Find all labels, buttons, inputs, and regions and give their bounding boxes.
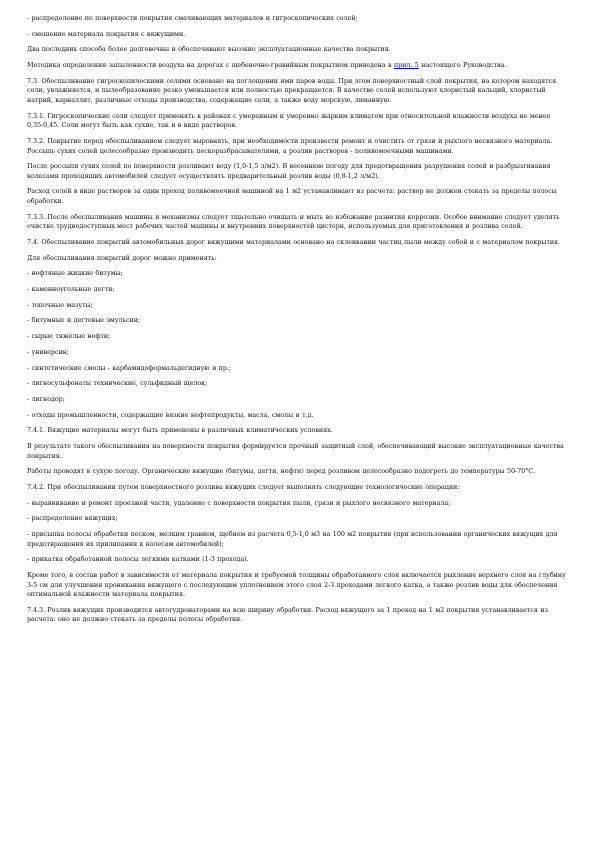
paragraph: - лигнодор; [27, 394, 65, 403]
paragraph: 7.3.2. Покрытие перед обеспыливанием следует выровнять, при необходимости произвести ремонт и очистить от грязи и рыхлого несвязного материала. Россыпь сухих солей целесообразно производить пескоразбрасывателями, а розлив растворов - поливомоечными машинами. [27, 136, 553, 155]
paragraph: - синтетические смолы - карбамидоформальдегидную и пр.; [27, 363, 231, 372]
paragraph: 7.4.1. Вяжущие материалы могут быть применены в различных климатических условиях. [27, 426, 333, 435]
paragraph-text: Методика определения запыленности воздуха на дорогах с щебеночно-гравийным покрытием приведена в [27, 61, 394, 70]
paragraph: - распределение по поверхности покрытия смачивающих материалов и гигроскопических солей; [27, 14, 358, 22]
paragraph: - универсин; [27, 347, 69, 356]
paragraph: Для обеспыливания покрытий дорог можно применять: [27, 253, 217, 262]
paragraph: После россыпи сухих солей по поверхности розливают воду (1,0-1,5 л/м2). В весеннюю погоду для предотвращения разрушения солей и разбрызгивания колесами проходящих автомобилей следует осуществлять предварительный розлив воды (0,8-1,2 л/м2). [27, 162, 551, 180]
paragraph: - нефтяные жидкие битумы; [27, 269, 123, 278]
paragraph: - битумные и дегтевые эмульсии; [27, 316, 141, 325]
paragraph: 7.4.3. Розлив вяжущих производится автогудронаторами на всю ширину обработки. Расход вяжущего за 1 проход на 1 м2 покрытия устанавливается из расчета: оно не должно стекать за пределы полосы обработки. [27, 605, 548, 624]
paragraph: 7.3. Обеспыливание гигроскопическими солями основано на поглощении ими паров воды. При этом поверхностный слой покрытия, на котором находятся соли, увлажняется, и пылеобразование резко уменьшается или полностью прекращается. В качестве солей используют хлористый кальций, хлористый натрий, карналлит, различные отходы производства, содержащие соли, а также воду морскую, лиманную. [27, 76, 557, 104]
paragraph: - топочные мазуты; [27, 300, 93, 309]
paragraph: - распределение вяжущих; [27, 514, 118, 523]
paragraph: Работы проводят в сухую погоду. Органические вяжущие (битумы, дегти, нефти) перед розливом целесообразно подогреть до температуры 50-70°С. [27, 467, 536, 476]
appendix-link[interactable]: прил. 5 [393, 61, 419, 70]
paragraph: - смешение материала покрытия с вяжущими. [27, 29, 186, 38]
paragraph: 7.3.3. После обеспыливания машины и механизмы следует тщательно очищать и мыть во избежание развития коррозии. Особое внимание следует уделять очистке труднодоступных мест рабочих частей машины и внутренних поверхностей цистерн, используемых для приготовления и розлива солей. [27, 212, 560, 231]
paragraph: 7.4. Обеспыливание покрытий автомобильных дорог вяжущими материалами основано на склеивании частиц пыли между собой и с материалом покрытия. [27, 238, 560, 247]
paragraph: Два последних способа более долговечны и обеспечивают высокие эксплуатационные качества покрытия. [27, 45, 391, 54]
paragraph: 7.4.2. При обеспыливании путем поверхностного розлива вяжущих следует выполнять следующие технологические операции: [27, 482, 460, 491]
document-page [27, 14, 567, 631]
paragraph: - выравнивание и ремонт проезжей части, удаление с поверхности покрытия пыли, грязи и рыхлого несвязного материала; [27, 498, 451, 507]
paragraph: - присыпка полосы обработки песком, мелким гравием, щебнем из расчета 0,5-1,0 м3 на 100 м2 покрытия (при использовании органических вяжущих для предотвращения их прилипания к колесам автомобилей); [27, 530, 558, 548]
paragraph: В результате такого обеспыливания на поверхности покрытия формируется прочный защитный слой, обеспечивающий высокие эксплуатационные качества покрытия. [27, 441, 564, 460]
paragraph: - каменноугольные дегти; [27, 285, 115, 294]
paragraph-text: настоящего Руководства. [418, 61, 507, 70]
paragraph: Расход солей в виде растворов за один проход поливомоечной машиной на 1 м2 устанавливают из расчета: раствор не должен стекать за пределы полосы обработки. [27, 187, 557, 206]
paragraph: - лигносульфонаты технические, сульфидный щелок; [27, 379, 208, 388]
paragraph: - прикатка обработанной полосы легкими катками (1-3 прохода). [27, 555, 249, 564]
paragraph [27, 61, 567, 71]
paragraph: - отходы промышленности, содержащие вязкие нефтепродукты, масла, смолы и т.д. [27, 410, 314, 419]
paragraph: - сырые тяжелые нефти; [27, 332, 111, 341]
paragraph: Кроме того, в состав работ в зависимости от материала покрытия и требуемой толщины обработанного слоя включается рыхление верхнего слоя на глубину 3-5 см для улучшения проникания вяжущего с последующим уплотнением этого слоя 2-3 проходами легкого катка, а также розлив воды для обеспечения оптимальной влажности материала покрытия. [27, 570, 566, 599]
paragraph: 7.3.1. Гигроскопические соли следует применять в районах с умеренным и умеренно жарким климатом при относительной влажности воздуха не менее 0,35-0,45. Соли могут быть как сухие, так и в виде растворов. [27, 111, 551, 130]
